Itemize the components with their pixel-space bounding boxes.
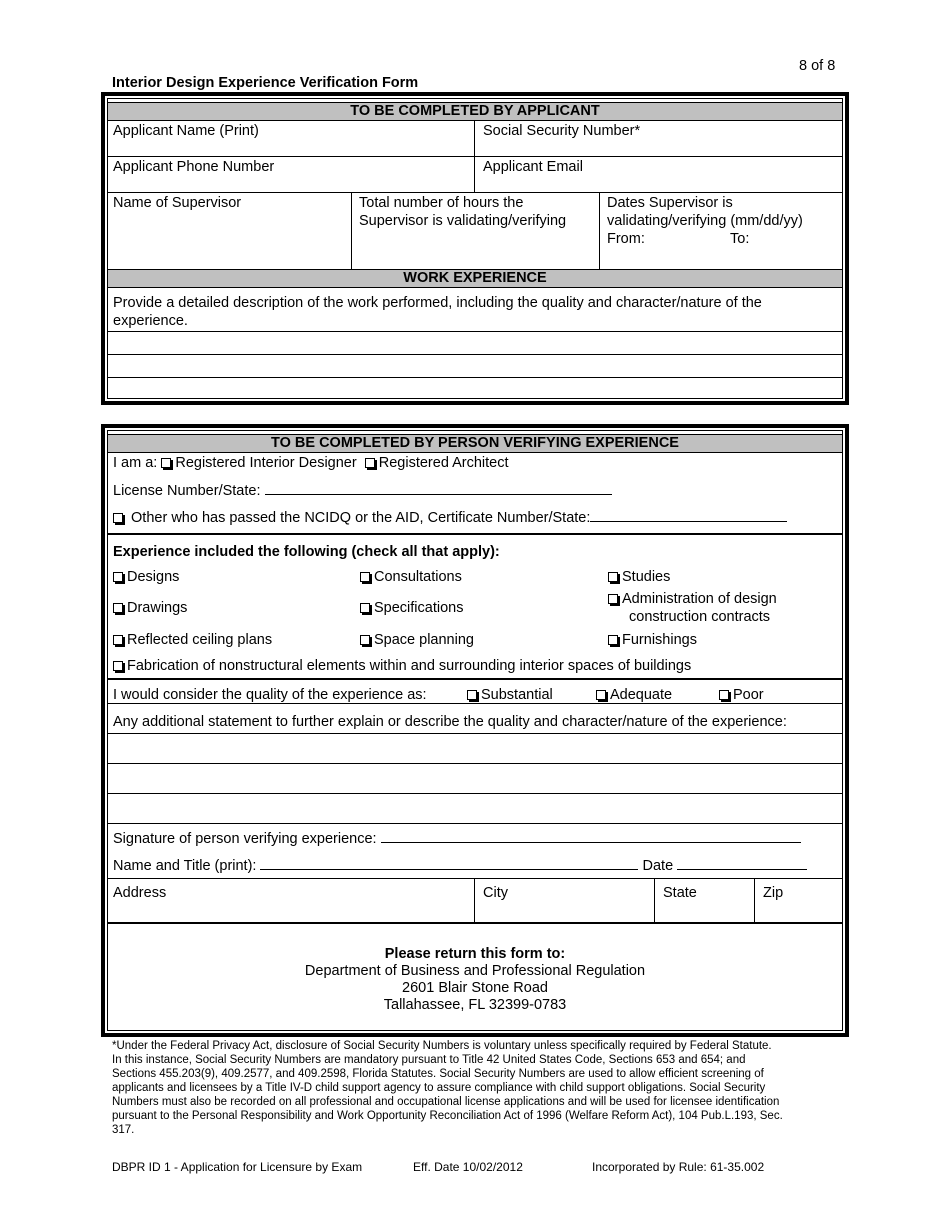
quality-adequate[interactable]: Adequate	[596, 686, 672, 704]
verifier-header: TO BE COMPLETED BY PERSON VERIFYING EXPERIENCE	[108, 434, 842, 453]
footnote-line: In this instance, Social Security Numbers are mandatory pursuant to Title 42 United States Code, Sections 653 and 654; and	[112, 1054, 746, 1066]
opt-architect: Registered Architect	[378, 455, 509, 471]
checkbox-icon[interactable]	[719, 690, 729, 700]
checkbox-icon[interactable]	[113, 603, 123, 613]
quality-poor[interactable]: Poor	[719, 686, 764, 704]
checkbox-icon[interactable]	[608, 572, 618, 582]
to-field[interactable]: To:	[730, 231, 750, 247]
city-field[interactable]: City	[483, 885, 508, 901]
additional-label: Any additional statement to further explain or describe the quality and character/nature of the experience:	[113, 714, 787, 730]
other-row	[113, 508, 787, 527]
applicant-name-field[interactable]: Applicant Name (Print)	[113, 123, 259, 139]
statement-line[interactable]	[108, 823, 842, 824]
exp-ceiling[interactable]: Reflected ceiling plans	[113, 631, 272, 649]
opt-designer: Registered Interior Designer	[175, 455, 357, 471]
checkbox-icon[interactable]	[360, 603, 370, 613]
checkbox-icon[interactable]	[113, 635, 123, 645]
dates-label-2: validating/verifying (mm/dd/yy)	[607, 213, 803, 229]
signature-row	[113, 829, 801, 848]
checkbox-icon[interactable]	[467, 690, 477, 700]
dates-label-1: Dates Supervisor is	[607, 195, 733, 211]
checkbox-icon[interactable]	[360, 572, 370, 582]
work-description-1: Provide a detailed description of the work performed, including the quality and character/nature of the	[113, 295, 762, 311]
from-field[interactable]: From:	[607, 231, 645, 247]
signature-input[interactable]	[381, 829, 801, 843]
work-line[interactable]	[108, 377, 842, 378]
name-title-label: Name and Title (print):	[113, 858, 257, 874]
quality-label: I would consider the quality of the experience as:	[113, 687, 427, 703]
exp-space[interactable]: Space planning	[360, 631, 474, 649]
page-number: 8 of 8	[799, 58, 836, 74]
checkbox-icon[interactable]	[113, 572, 123, 582]
checkbox-icon[interactable]	[596, 690, 606, 700]
work-description-2: experience.	[113, 313, 188, 329]
checkbox-icon[interactable]	[360, 635, 370, 645]
footnote-line: applicants and licensees by a Title IV-D child support agency to assure compliance with child support obligations. Social Security	[112, 1082, 766, 1094]
exp-drawings[interactable]: Drawings	[113, 599, 187, 617]
state-field[interactable]: State	[663, 885, 697, 901]
footer-form-id: DBPR ID 1 - Application for Licensure by Exam	[112, 1160, 363, 1174]
hours-label-2: Supervisor is validating/verifying	[359, 213, 567, 229]
statement-line[interactable]	[108, 793, 842, 794]
certificate-input[interactable]	[590, 508, 787, 522]
footnote-line: pursuant to the Personal Responsibility and Work Opportunity Reconciliation Act of 1996 (Welfare Reform Act), 104 Pub.L.193, Sec.	[112, 1110, 783, 1122]
applicant-section	[101, 92, 849, 405]
date-label: Date	[642, 858, 674, 874]
name-title-input[interactable]	[260, 856, 638, 870]
zip-field[interactable]: Zip	[763, 885, 784, 901]
return-line3: Tallahassee, FL 32399-0783	[383, 997, 567, 1013]
privacy-footnote	[112, 1039, 844, 1137]
hours-label-1: Total number of hours the	[359, 195, 524, 211]
verifier-section	[101, 424, 849, 1037]
checkbox-architect[interactable]	[365, 458, 375, 468]
checkbox-icon[interactable]	[608, 635, 618, 645]
exp-administration[interactable]: Administration of design	[608, 590, 777, 608]
supervisor-name-field[interactable]: Name of Supervisor	[113, 195, 242, 211]
license-label: License Number/State:	[113, 483, 261, 499]
iam-label: I am a:	[113, 455, 158, 471]
statement-line[interactable]	[108, 763, 842, 764]
checkbox-designer[interactable]	[161, 458, 171, 468]
license-input[interactable]	[265, 481, 612, 495]
applicant-phone-field[interactable]: Applicant Phone Number	[113, 159, 275, 175]
checkbox-icon[interactable]	[113, 661, 123, 671]
return-line2: 2601 Blair Stone Road	[402, 980, 548, 996]
checkbox-other[interactable]	[113, 513, 123, 523]
return-line1: Department of Business and Professional Regulation	[304, 963, 646, 979]
footnote-line: Sections 455.203(9), 409.2577, and 409.2598, Florida Statutes. Social Security Numbers are used to allow efficient screening of	[112, 1068, 764, 1080]
exp-designs[interactable]: Designs	[113, 568, 179, 586]
applicant-header: TO BE COMPLETED BY APPLICANT	[108, 102, 842, 121]
ssn-field[interactable]: Social Security Number*	[483, 123, 641, 139]
exp-specifications[interactable]: Specifications	[360, 599, 463, 617]
return-heading: Please return this form to:	[384, 946, 566, 962]
footer-rule: Incorporated by Rule: 61-35.002	[592, 1160, 765, 1174]
footnote-line: 317.	[112, 1124, 135, 1136]
footnote-line: *Under the Federal Privacy Act, disclosure of Social Security Numbers is voluntary unless specifically required by Federal Statute.	[112, 1040, 772, 1052]
iam-row	[113, 454, 509, 472]
exp-administration-2: construction contracts	[629, 609, 771, 625]
license-row	[113, 481, 612, 500]
work-experience-header: WORK EXPERIENCE	[108, 269, 842, 288]
signature-label: Signature of person verifying experience:	[113, 831, 377, 847]
experience-heading: Experience included the following (check all that apply):	[113, 544, 500, 560]
exp-furnishings[interactable]: Furnishings	[608, 631, 697, 649]
work-line[interactable]	[108, 354, 842, 355]
date-input[interactable]	[677, 856, 807, 870]
address-field[interactable]: Address	[113, 885, 167, 901]
other-label: Other who has passed the NCIDQ or the AID, Certificate Number/State:	[131, 510, 591, 526]
form-title: Interior Design Experience Verification Form	[112, 75, 419, 91]
exp-fabrication[interactable]: Fabrication of nonstructural elements within and surrounding interior spaces of buildings	[113, 657, 691, 675]
quality-substantial[interactable]: Substantial	[467, 686, 553, 704]
footnote-line: Numbers must also be recorded on all professional and occupational license applications and will be used for licensee identification	[112, 1096, 780, 1108]
applicant-email-field[interactable]: Applicant Email	[483, 159, 583, 175]
footer-eff-date: Eff. Date 10/02/2012	[413, 1160, 523, 1174]
checkbox-icon[interactable]	[608, 594, 618, 604]
exp-studies[interactable]: Studies	[608, 568, 670, 586]
name-title-row	[113, 856, 807, 875]
exp-consultations[interactable]: Consultations	[360, 568, 462, 586]
